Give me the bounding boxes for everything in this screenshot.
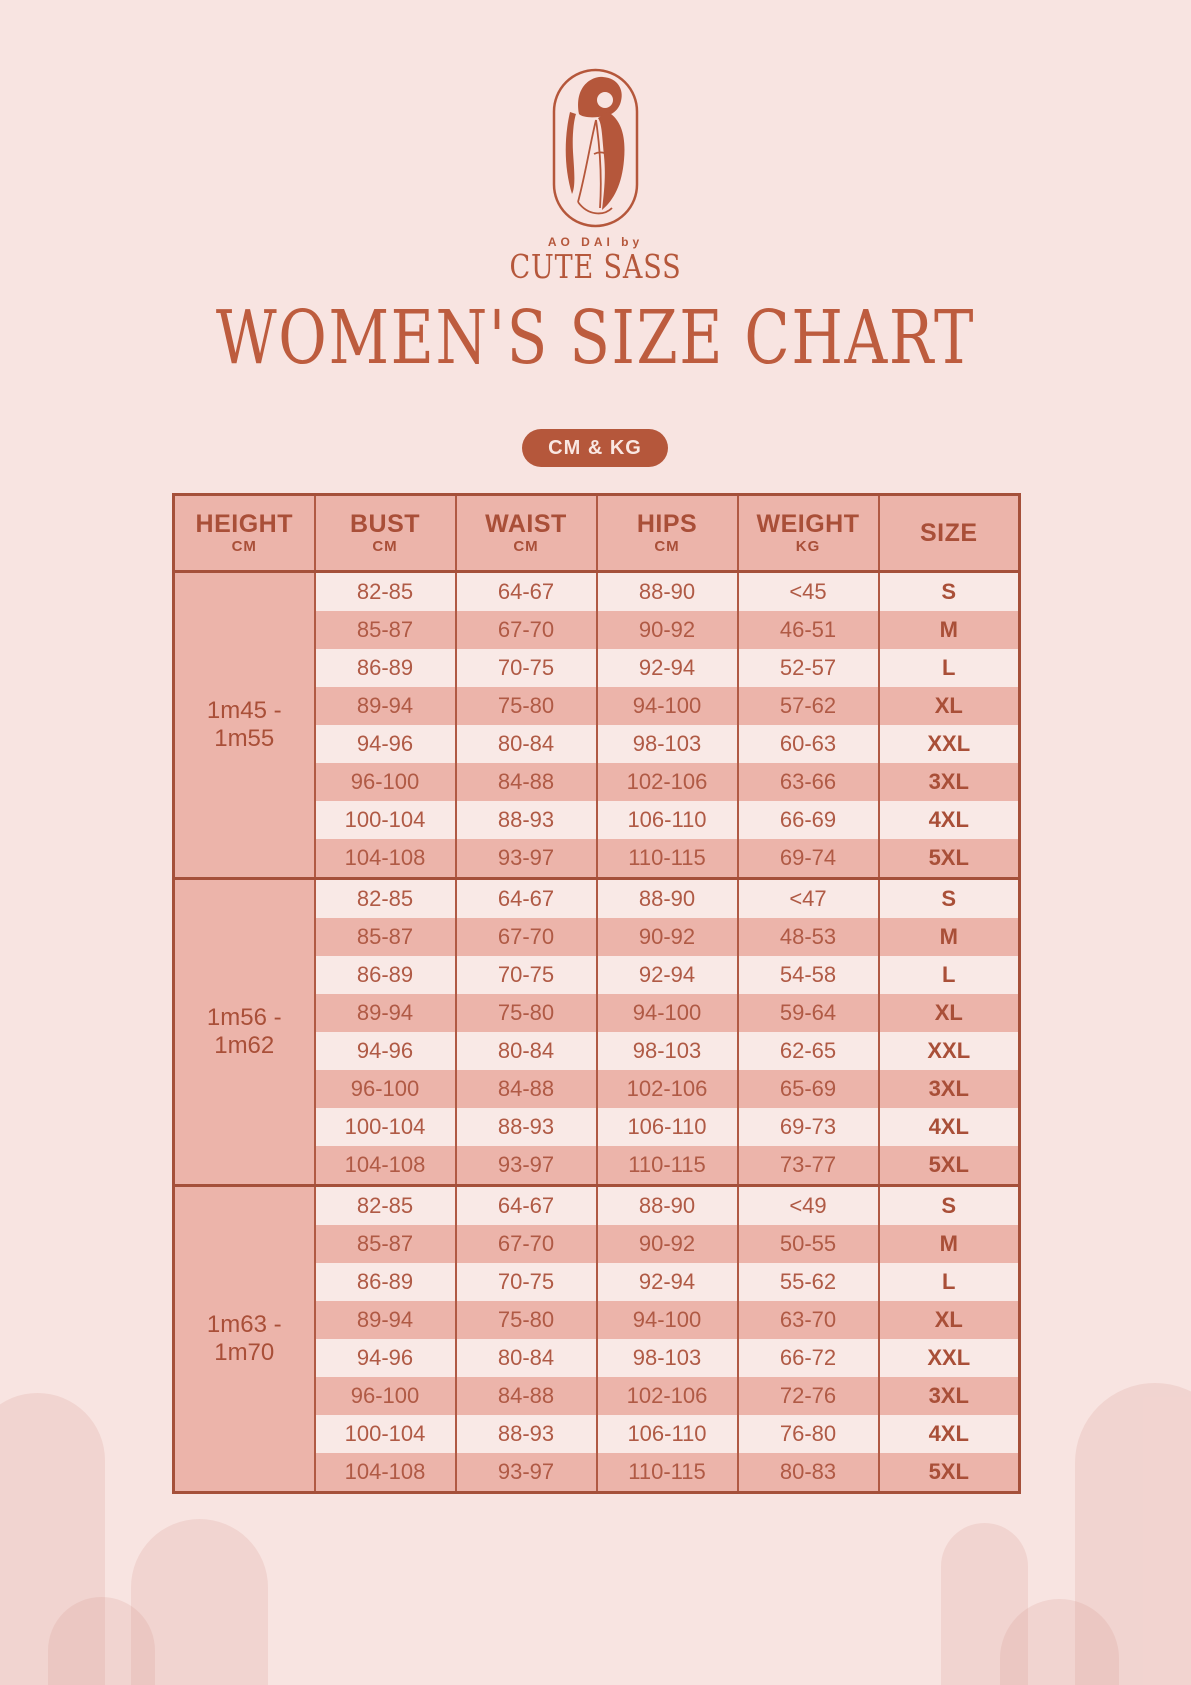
table-row: [174, 1186, 1020, 1226]
bust-cell: 89-94: [315, 687, 456, 725]
bust-cell: 94-96: [315, 725, 456, 763]
table-row: [174, 572, 1020, 612]
brand-name: CUTE SASS: [509, 247, 682, 286]
weight-cell: 59-64: [738, 994, 879, 1032]
hips-cell: 88-90: [597, 879, 738, 919]
bust-cell: 104-108: [315, 1146, 456, 1186]
waist-cell: 88-93: [456, 1415, 597, 1453]
hips-cell: 110-115: [597, 1146, 738, 1186]
waist-cell: 75-80: [456, 1301, 597, 1339]
weight-cell: <47: [738, 879, 879, 919]
weight-cell: 46-51: [738, 611, 879, 649]
size-table: [172, 493, 1021, 1494]
bust-cell: 96-100: [315, 1377, 456, 1415]
size-cell: 4XL: [879, 801, 1020, 839]
weight-cell: 52-57: [738, 649, 879, 687]
col-header-height: HEIGHT CM: [174, 495, 315, 572]
hips-cell: 94-100: [597, 1301, 738, 1339]
bust-cell: 100-104: [315, 801, 456, 839]
header-row: [174, 495, 1020, 572]
weight-cell: 73-77: [738, 1146, 879, 1186]
waist-cell: 84-88: [456, 1070, 597, 1108]
size-cell: 4XL: [879, 1415, 1020, 1453]
col-header-weight: WEIGHT KG: [738, 495, 879, 572]
waist-cell: 93-97: [456, 1453, 597, 1493]
height-group-2: [174, 879, 1020, 1186]
col-header-waist: WAIST CM: [456, 495, 597, 572]
hips-cell: 102-106: [597, 763, 738, 801]
brand-logo-icon: [552, 68, 639, 228]
weight-cell: 63-70: [738, 1301, 879, 1339]
size-cell: 3XL: [879, 1377, 1020, 1415]
col-header-bust: BUST CM: [315, 495, 456, 572]
size-cell: 5XL: [879, 1146, 1020, 1186]
waist-cell: 80-84: [456, 725, 597, 763]
bust-cell: 82-85: [315, 1186, 456, 1226]
waist-cell: 84-88: [456, 1377, 597, 1415]
hips-cell: 88-90: [597, 572, 738, 612]
weight-cell: 50-55: [738, 1225, 879, 1263]
hips-cell: 92-94: [597, 649, 738, 687]
size-cell: M: [879, 1225, 1020, 1263]
size-cell: S: [879, 879, 1020, 919]
bust-cell: 89-94: [315, 994, 456, 1032]
size-cell: 4XL: [879, 1108, 1020, 1146]
woman-figure-icon: [566, 77, 625, 210]
size-cell: 5XL: [879, 1453, 1020, 1493]
weight-cell: 66-72: [738, 1339, 879, 1377]
waist-cell: 75-80: [456, 994, 597, 1032]
hips-cell: 98-103: [597, 1032, 738, 1070]
waist-cell: 93-97: [456, 1146, 597, 1186]
size-cell: XL: [879, 1301, 1020, 1339]
hips-cell: 106-110: [597, 1108, 738, 1146]
weight-cell: 72-76: [738, 1377, 879, 1415]
waist-cell: 70-75: [456, 1263, 597, 1301]
hips-cell: 90-92: [597, 611, 738, 649]
hips-cell: 94-100: [597, 687, 738, 725]
waist-cell: 67-70: [456, 611, 597, 649]
bust-cell: 82-85: [315, 572, 456, 612]
waist-cell: 64-67: [456, 879, 597, 919]
bust-cell: 86-89: [315, 1263, 456, 1301]
bust-cell: 100-104: [315, 1415, 456, 1453]
weight-cell: 65-69: [738, 1070, 879, 1108]
weight-cell: 62-65: [738, 1032, 879, 1070]
bust-cell: 85-87: [315, 1225, 456, 1263]
waist-cell: 64-67: [456, 1186, 597, 1226]
hips-cell: 110-115: [597, 839, 738, 879]
size-cell: XXL: [879, 1339, 1020, 1377]
hips-cell: 98-103: [597, 1339, 738, 1377]
height-range-cell: 1m63 - 1m70: [174, 1186, 315, 1493]
page-title: WOMEN'S SIZE CHART: [215, 295, 976, 381]
size-cell: 5XL: [879, 839, 1020, 879]
weight-cell: 69-74: [738, 839, 879, 879]
bust-cell: 94-96: [315, 1032, 456, 1070]
weight-cell: 76-80: [738, 1415, 879, 1453]
waist-cell: 67-70: [456, 1225, 597, 1263]
weight-cell: 60-63: [738, 725, 879, 763]
size-cell: XL: [879, 994, 1020, 1032]
waist-cell: 93-97: [456, 839, 597, 879]
hips-cell: 106-110: [597, 801, 738, 839]
bust-cell: 96-100: [315, 763, 456, 801]
hips-cell: 90-92: [597, 1225, 738, 1263]
waist-cell: 88-93: [456, 801, 597, 839]
bust-cell: 86-89: [315, 649, 456, 687]
weight-cell: 80-83: [738, 1453, 879, 1493]
size-cell: L: [879, 1263, 1020, 1301]
waist-cell: 67-70: [456, 918, 597, 956]
waist-cell: 64-67: [456, 572, 597, 612]
waist-cell: 75-80: [456, 687, 597, 725]
weight-cell: <49: [738, 1186, 879, 1226]
size-cell: 3XL: [879, 1070, 1020, 1108]
height-range-cell: 1m45 - 1m55: [174, 572, 315, 879]
size-cell: M: [879, 611, 1020, 649]
size-cell: 3XL: [879, 763, 1020, 801]
size-cell: XXL: [879, 725, 1020, 763]
col-header-size: SIZE: [879, 495, 1020, 572]
size-cell: XXL: [879, 1032, 1020, 1070]
table-row: [174, 879, 1020, 919]
waist-cell: 88-93: [456, 1108, 597, 1146]
waist-cell: 70-75: [456, 956, 597, 994]
bust-cell: 96-100: [315, 1070, 456, 1108]
waist-cell: 84-88: [456, 763, 597, 801]
hips-cell: 94-100: [597, 994, 738, 1032]
waist-cell: 80-84: [456, 1032, 597, 1070]
weight-cell: <45: [738, 572, 879, 612]
hips-cell: 90-92: [597, 918, 738, 956]
hips-cell: 106-110: [597, 1415, 738, 1453]
bust-cell: 89-94: [315, 1301, 456, 1339]
size-cell: L: [879, 956, 1020, 994]
bust-cell: 85-87: [315, 611, 456, 649]
col-header-hips: HIPS CM: [597, 495, 738, 572]
waist-cell: 80-84: [456, 1339, 597, 1377]
size-cell: XL: [879, 687, 1020, 725]
height-group-1: [174, 572, 1020, 879]
bust-cell: 100-104: [315, 1108, 456, 1146]
hips-cell: 88-90: [597, 1186, 738, 1226]
units-badge: CM & KG: [522, 429, 668, 467]
weight-cell: 54-58: [738, 956, 879, 994]
weight-cell: 55-62: [738, 1263, 879, 1301]
size-cell: L: [879, 649, 1020, 687]
hips-cell: 92-94: [597, 1263, 738, 1301]
hips-cell: 98-103: [597, 725, 738, 763]
height-range-cell: 1m56 - 1m62: [174, 879, 315, 1186]
weight-cell: 57-62: [738, 687, 879, 725]
height-group-3: [174, 1186, 1020, 1493]
weight-cell: 48-53: [738, 918, 879, 956]
size-cell: M: [879, 918, 1020, 956]
hips-cell: 102-106: [597, 1377, 738, 1415]
bust-cell: 86-89: [315, 956, 456, 994]
waist-cell: 70-75: [456, 649, 597, 687]
size-cell: S: [879, 572, 1020, 612]
bust-cell: 94-96: [315, 1339, 456, 1377]
bust-cell: 104-108: [315, 1453, 456, 1493]
weight-cell: 66-69: [738, 801, 879, 839]
bust-cell: 85-87: [315, 918, 456, 956]
weight-cell: 63-66: [738, 763, 879, 801]
hips-cell: 92-94: [597, 956, 738, 994]
hips-cell: 102-106: [597, 1070, 738, 1108]
brand-tagline: AO DAI by: [547, 235, 644, 249]
weight-cell: 69-73: [738, 1108, 879, 1146]
bust-cell: 104-108: [315, 839, 456, 879]
size-cell: S: [879, 1186, 1020, 1226]
hips-cell: 110-115: [597, 1453, 738, 1493]
bust-cell: 82-85: [315, 879, 456, 919]
